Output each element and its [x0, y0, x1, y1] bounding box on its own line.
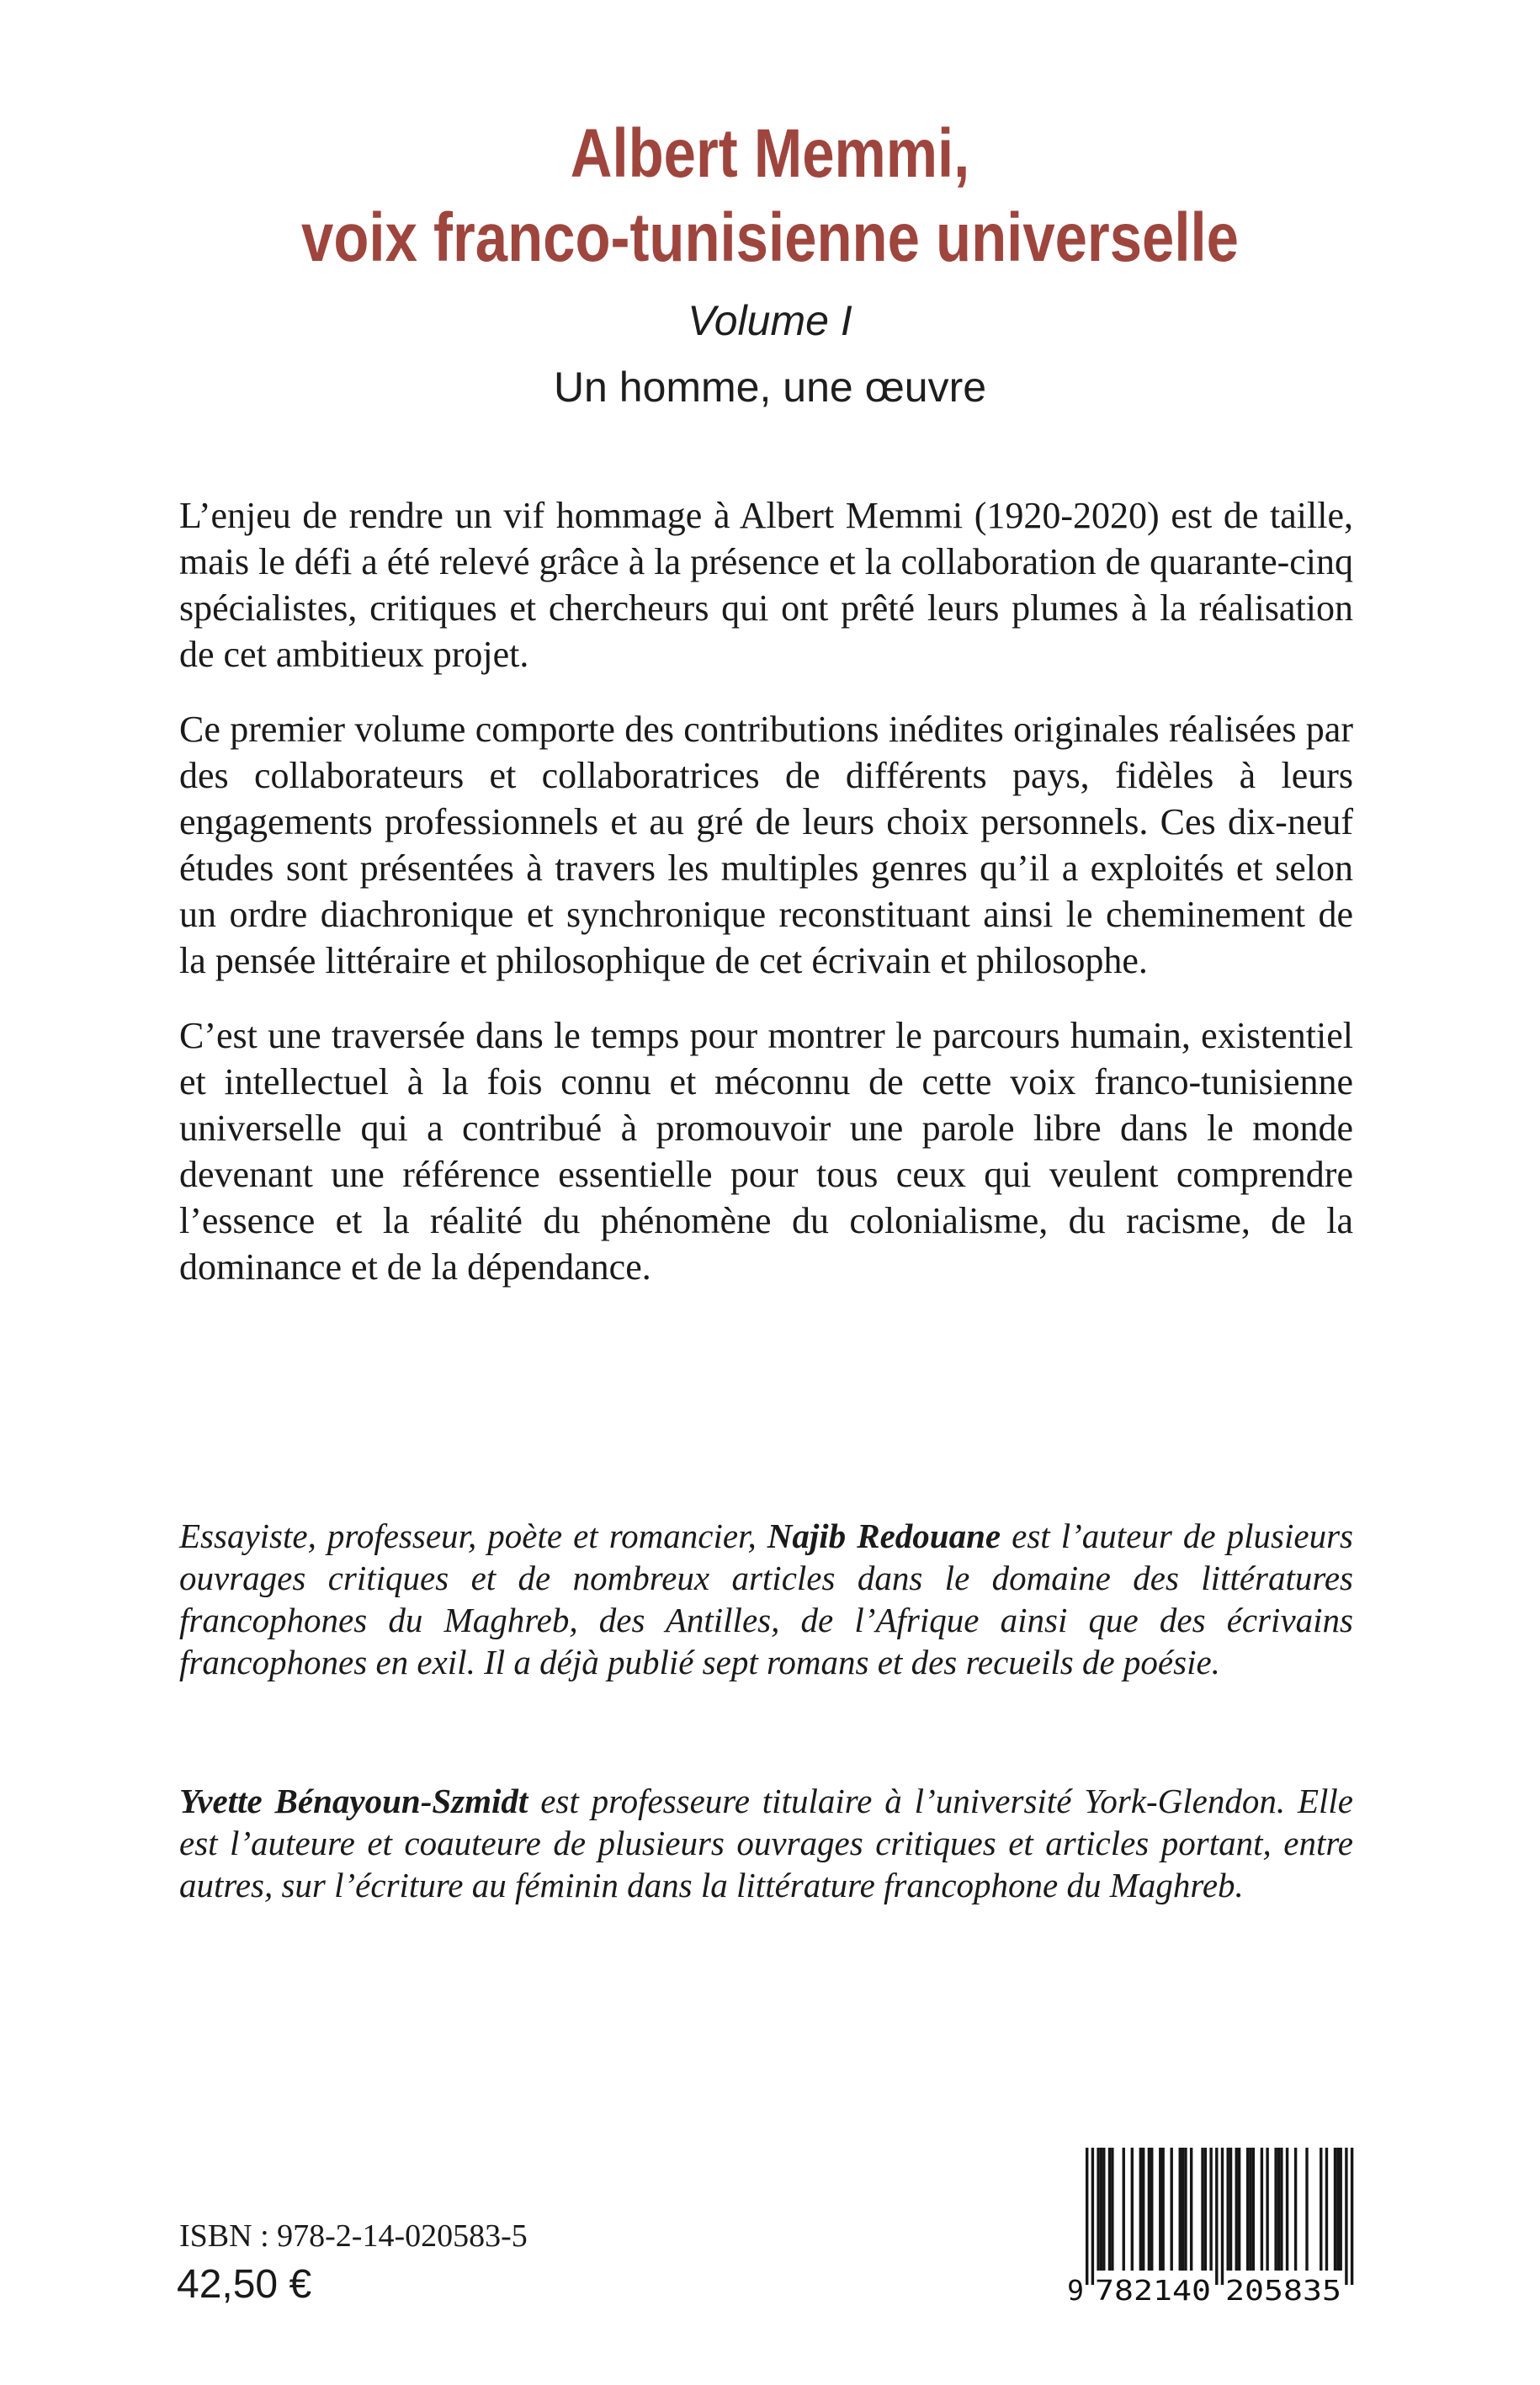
volume-label: Volume I [688, 297, 852, 344]
isbn-text: ISBN : 978-2-14-020583-5 [179, 2218, 528, 2254]
synopsis-paragraph-3: C’est une traversée dans le temps pour montrer le parcours humain, existentiel et intellectuel à la fois connu et méconnu de cette voix franco-tunisienne universelle qui a contribué à promouvoir une parole libre dans le monde devenant une référence essentielle pour tous ceux qui veulent comprendre l’essence et la réalité du phénomène du colonialisme, du racisme, de la dominance et de la dépendance. [179, 1015, 1353, 1288]
bio-text: est professeure titulaire à l’université York-Glendon. Elle est l’auteure et coauteure de plusieurs ouvrages critiques et articles portant, entre autres, sur l’écriture au féminin dans la littérature francophone du Maghreb. [179, 1782, 1354, 1904]
book-subtitle: Un homme, une œuvre [553, 364, 987, 411]
author-bio-najib-redouane [179, 1515, 1353, 1683]
barcode-svg [1062, 2148, 1361, 2303]
bio-text: est l’auteur de plusieurs ouvrages critiques et de nombreux articles dans le domaine des littératures francophones du Maghreb, des Antilles, de l’Afrique ainsi que des écrivains francophones en exil. Il a déjà publié sept romans et des recueils de poésie. [179, 1517, 1353, 1681]
barcode-digit-group-right: 205835 [1225, 2274, 1341, 2303]
synopsis-paragraph-1: L’enjeu de rendre un vif hommage à Albert Memmi (1920-2020) est de taille, mais le défi a été relevé grâce à la présence et la collaboration de quarante-cinq spécialistes, critiques et chercheurs qui ont prêté leurs plumes à la réalisation de cet ambitieux projet. [179, 495, 1354, 675]
barcode-digit-group-left: 782140 [1095, 2274, 1211, 2303]
author-name-najib-redouane: Najib Redouane [767, 1517, 1001, 1555]
price-text: 42,50 € [177, 2262, 312, 2307]
barcode-bars [1086, 2148, 1353, 2285]
synopsis [179, 492, 1353, 1319]
barcode-digit-first: 9 [1067, 2274, 1084, 2303]
book-title [0, 112, 1540, 280]
book-title-line-2: voix franco-tunisienne universelle [301, 199, 1239, 276]
author-bios [179, 1515, 1353, 1906]
book-title-line-1: Albert Memmi, [570, 115, 970, 192]
author-bio-yvette-benayoun-szmidt [179, 1780, 1353, 1906]
bio-prefix: Essayiste, professeur, poète et romancier, [179, 1517, 767, 1555]
title-block [0, 112, 1540, 412]
author-name-yvette-benayoun-szmidt: Yvette Bénayoun-Szmidt [179, 1782, 528, 1820]
synopsis-paragraph-2: Ce premier volume comporte des contributions inédites originales réalisées par des collaborateurs et collaboratrices de différents pays, fidèles à leurs engagements professionnels et au gré de leurs choix personnels. Ces dix-neuf études sont présentées à travers les multiples genres qu’il a exploités et selon un ordre diachronique et synchronique reconstituant ainsi le cheminement de la pensée littéraire et philosophique de cet écrivain et philosophe. [179, 709, 1353, 981]
barcode [1062, 2148, 1361, 2308]
